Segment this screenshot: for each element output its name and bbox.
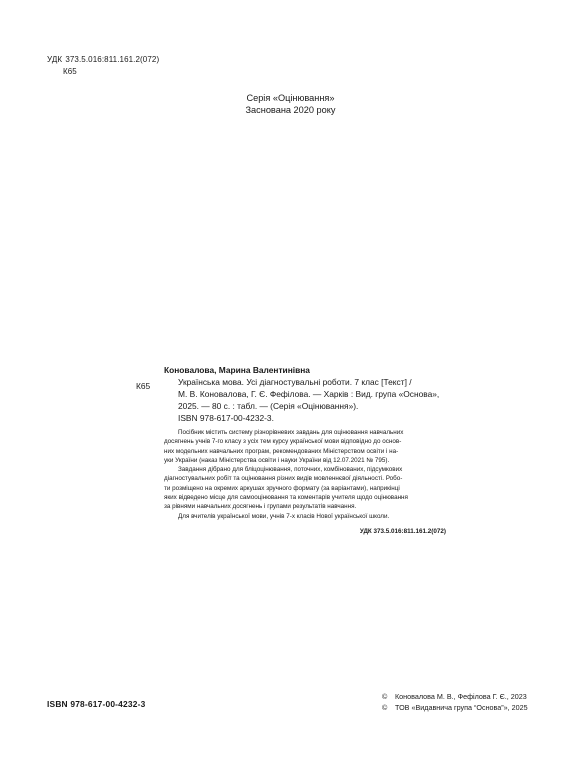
- bibliographic-record: [164, 364, 446, 538]
- copyright-line: [382, 692, 528, 703]
- biblio-author-mark: К65: [136, 381, 151, 391]
- biblio-author: Коновалова, Марина Валентинівна: [164, 365, 310, 375]
- annotation-line: ти розміщено на окремих аркушах зручного формату (за варіантами), наприкінці: [164, 484, 400, 492]
- udk-header: [47, 54, 159, 78]
- udk-label: УДК: [47, 55, 63, 64]
- annotation-paragraph: [164, 428, 446, 465]
- isbn: ISBN 978-617-00-4232-3: [47, 699, 146, 709]
- series-founded: Заснована 2020 року: [245, 105, 336, 115]
- copyright-icon: ©: [382, 692, 388, 701]
- udk-code: 373.5.016:811.161.2(072): [65, 55, 160, 64]
- annotation-line: уки України (наказ Міністерства освіти і науки України від 12.07.2021 № 795).: [164, 456, 390, 464]
- annotation-line: яких відведено місце для самооцінювання та коментарів учителя щодо оцінювання: [164, 494, 408, 502]
- series-name: Серія «Оцінювання»: [246, 93, 335, 103]
- description-line: ISBN 978-617-00-4232-3.: [178, 413, 274, 423]
- annotation-line: них модельних навчальних програм, рекомендованих Міністерством освіти і на-: [164, 447, 399, 455]
- annotation-paragraph: [164, 465, 446, 511]
- copyright-text: Коновалова М. В., Фефілова Г. Є., 2023: [395, 692, 527, 701]
- udk-footer: УДК 373.5.016:811.161.2(072): [359, 527, 446, 535]
- annotation-line: за рівнями навчальних досягнень і групами результатів навчання.: [164, 503, 357, 511]
- series-info: [0, 92, 581, 116]
- copyright-line: [382, 703, 528, 714]
- biblio-description: [164, 376, 446, 424]
- copyright-block: [382, 692, 528, 713]
- annotation-line: Посібник містить систему різнорівневих завдань для оцінювання навчальних: [178, 429, 404, 436]
- copyright-text: ТОВ «Видавнича група “Основа”», 2025: [395, 702, 528, 712]
- copyright-icon: ©: [382, 702, 388, 712]
- annotation-line: діагностувальних робіт та оцінювання різних видів мовленнєвої діяльності. Робо-: [164, 475, 403, 483]
- udk-code-row: [47, 54, 159, 66]
- description-line: Українська мова. Усі діагностувальні роботи. 7 клас [Текст] /: [178, 377, 412, 387]
- annotation-line: Завдання дібрано для бліцоцінювання, поточних, комбінованих, підсумкових: [178, 466, 403, 474]
- annotation: [164, 428, 446, 521]
- description-line: 2025. — 80 с. : табл. — (Серія «Оцінювання»).: [178, 401, 359, 411]
- annotation-paragraph: [164, 512, 446, 521]
- description-line: М. В. Коновалова, Г. Є. Фефілова. — Харків : Вид. група «Основа»,: [178, 389, 440, 399]
- author-mark: К65: [63, 67, 77, 76]
- annotation-line: Для вчителів української мови, учнів 7-х класів Нової української школи.: [178, 512, 390, 520]
- annotation-line: досягнень учнів 7-го класу з усіх тем курсу української мови відповідно до основ-: [164, 438, 402, 446]
